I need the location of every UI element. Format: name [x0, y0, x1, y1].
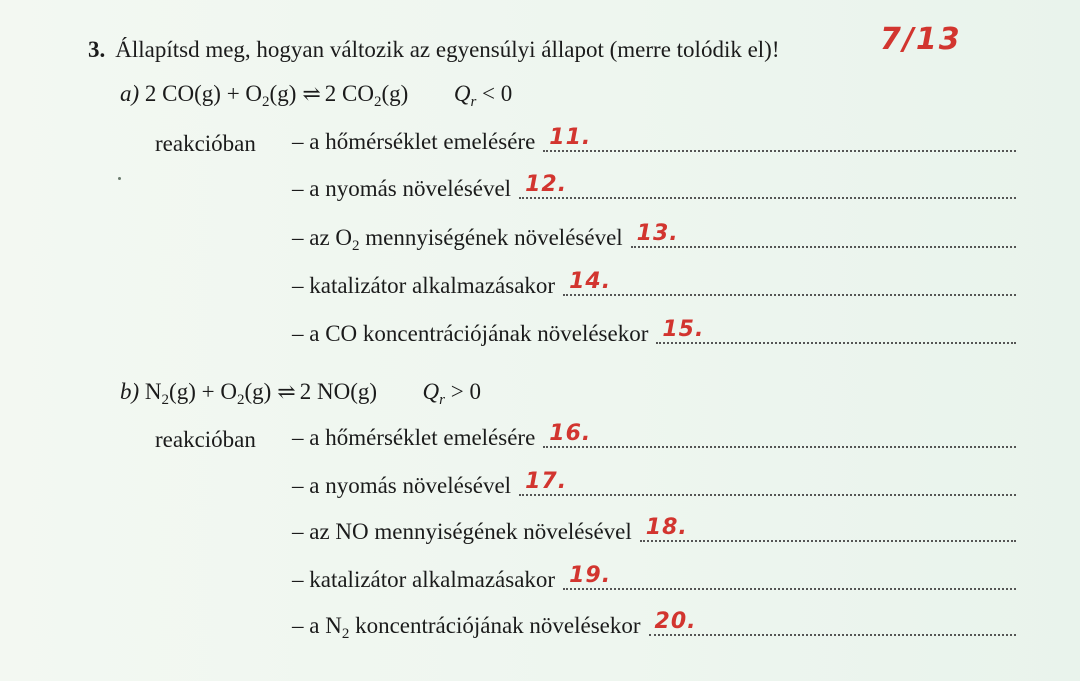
paper-speck — [118, 177, 121, 180]
answer-field[interactable] — [649, 609, 1016, 636]
item-b5-sub: 2 — [341, 626, 350, 642]
item-b2-text: – a nyomás növelésével — [292, 473, 512, 498]
handwritten-answer: 16. — [549, 421, 592, 446]
equilibrium-arrow-icon: ⇌ — [302, 81, 319, 106]
q-a-relation: < 0 — [476, 81, 513, 106]
q-a-sub: r — [470, 94, 477, 110]
answer-field[interactable] — [656, 317, 1016, 344]
eq-a-end: (g) — [381, 81, 409, 106]
equilibrium-arrow-icon: ⇌ — [277, 379, 294, 404]
part-b-label: b) — [120, 379, 140, 404]
item-b5-pre: – a N — [292, 613, 342, 638]
answer-line-b1 — [292, 421, 1016, 452]
eq-a-right: 2 CO — [324, 81, 374, 106]
handwritten-answer: 14. — [569, 269, 612, 294]
item-b4-text: – katalizátor alkalmazásakor — [292, 567, 556, 592]
item-b5-post: koncentrációjának növelésekor — [349, 613, 641, 638]
answer-field[interactable] — [631, 221, 1016, 248]
handwritten-answer: 19. — [569, 563, 612, 588]
item-a2-text: – a nyomás növelésével — [292, 176, 512, 201]
reaction-label-b: reakcióban — [155, 427, 256, 452]
part-a-label: a) — [120, 81, 140, 106]
answer-field[interactable] — [519, 172, 1016, 199]
handwritten-answer: 13. — [636, 221, 679, 246]
handwritten-answer: 15. — [662, 317, 705, 342]
answer-line-a3 — [292, 221, 1016, 254]
eq-b-sub2: 2 — [236, 392, 245, 408]
task-question: Állapítsd meg, hogyan változik az egyensúlyi állapot (merre tolódik el)! — [115, 37, 780, 62]
item-a4-text: – katalizátor alkalmazásakor — [292, 273, 556, 298]
equation-a — [120, 80, 512, 108]
answer-line-b4 — [292, 563, 1016, 594]
task-header — [88, 36, 780, 64]
eq-a-mid: (g) — [269, 81, 297, 106]
q-b-symbol: Q — [422, 379, 440, 404]
item-a3-post: mennyiségének növelésével — [359, 225, 623, 250]
item-b1-text: – a hőmérséklet emelésére — [292, 425, 536, 450]
reaction-label-a: reakcióban — [155, 131, 256, 156]
item-a3-sub: 2 — [352, 238, 360, 254]
handwritten-answer: 20. — [654, 609, 697, 634]
eq-a-sub2: 2 — [374, 94, 382, 110]
score-mark: 7/13 — [880, 22, 962, 57]
answer-field[interactable] — [543, 125, 1016, 152]
eq-a-sub1: 2 — [262, 94, 270, 110]
equation-b — [120, 378, 481, 406]
q-b-sub: r — [439, 392, 445, 408]
answer-line-a1 — [292, 125, 1016, 156]
answer-field[interactable] — [563, 563, 1016, 590]
item-a3-text — [292, 224, 631, 252]
answer-line-a5 — [292, 317, 1016, 348]
item-b3-text: – az NO mennyiségének növelésével — [292, 519, 632, 544]
answer-field[interactable] — [519, 469, 1016, 496]
eq-b-mid2: (g) — [244, 379, 272, 404]
item-b5-text — [292, 612, 649, 640]
item-a3-pre: – az O — [292, 225, 353, 250]
eq-b-left: N — [144, 379, 162, 404]
answer-field[interactable] — [543, 421, 1016, 448]
item-a1-text: – a hőmérséklet emelésére — [292, 129, 536, 154]
answer-line-a4 — [292, 269, 1016, 300]
answer-line-b5 — [292, 609, 1016, 642]
answer-line-a2 — [292, 172, 1016, 203]
q-a-symbol: Q — [453, 81, 471, 106]
eq-a-left: 2 CO(g) + O — [144, 81, 263, 106]
handwritten-answer: 18. — [645, 515, 688, 540]
eq-b-mid: (g) + O — [169, 379, 237, 404]
answer-line-b2 — [292, 469, 1016, 500]
q-b-relation: > 0 — [444, 379, 481, 404]
handwritten-answer: 17. — [525, 469, 568, 494]
item-a5-text: – a CO koncentrációjának növelésekor — [292, 321, 649, 346]
eq-b-sub1: 2 — [161, 392, 170, 408]
eq-b-right: 2 NO(g) — [299, 379, 378, 404]
task-number: 3. — [88, 37, 106, 62]
handwritten-answer: 12. — [525, 172, 568, 197]
answer-line-b3 — [292, 515, 1016, 546]
handwritten-answer: 11. — [549, 125, 592, 150]
answer-field[interactable] — [640, 515, 1016, 542]
answer-field[interactable] — [563, 269, 1016, 296]
